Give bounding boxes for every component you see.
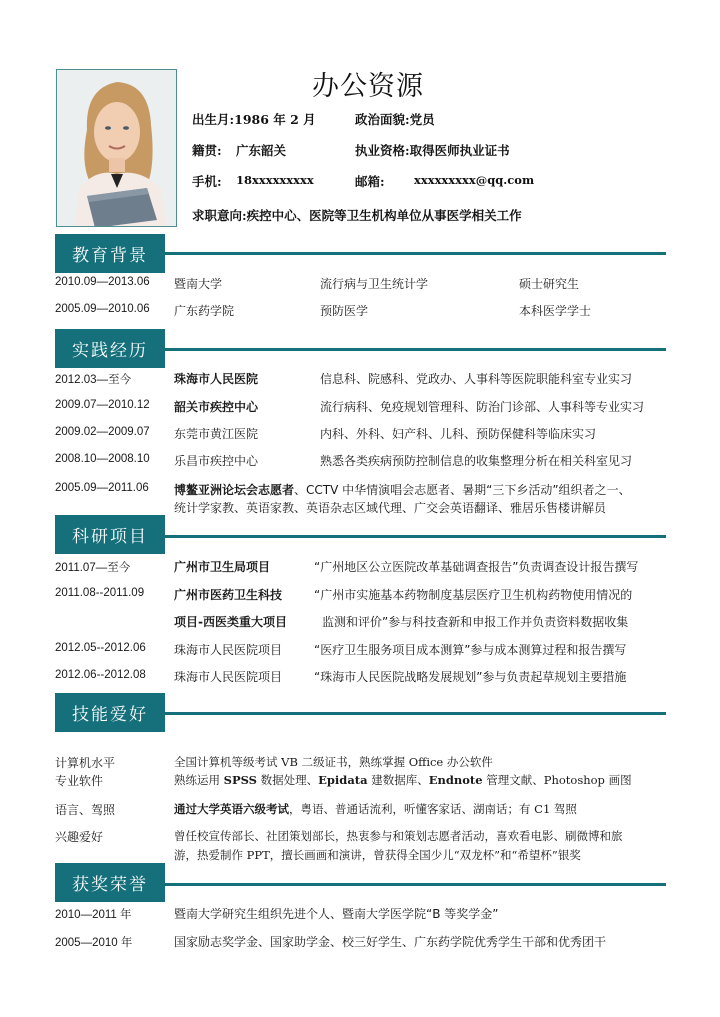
skill-text: 数据处理、 [256,773,319,787]
skill-label: 专业软件 [55,774,104,788]
practice-org: 乐昌市疾控中心 [174,454,259,468]
volunteer-line-2: 统计学家教、英语家教、英语杂志区域代理、广交会英语翻译、雅居乐售楼讲解员 [174,501,607,515]
section-title-skills: 技能爱好 [72,705,148,725]
practice-desc: 流行病科、免疫规划管理科、防治门诊部、人事科等专业实习 [320,400,645,414]
phone-value: 18xxxxxxxxx [236,173,314,187]
skill-text: 管理文献、Photoshop 画图 [482,773,632,787]
practice-date: 2009.02—2009.07 [55,426,150,438]
award-desc: 暨南大学研究生组织先进个人、暨南大学医学院“B 等奖学金” [174,907,499,921]
practice-desc: 内科、外科、妇产科、儿科、预防保健科等临床实习 [320,427,597,441]
section-title-education: 教育背景 [72,246,148,266]
research-date: 2011.07—至今 [55,562,131,574]
research-desc: “珠海市人民医院战略发展规划”参与负责起草规划主要措施 [314,670,627,684]
volunteer-rest: 、CCTV 中华情演唱会志愿者、暑期“三下乡活动”组织者之一、 [294,483,631,497]
section-divider-education [165,252,666,255]
research-org: 广州市卫生局项目 [174,560,271,574]
education-major: 预防医学 [320,304,369,318]
section-header-education [55,234,165,273]
section-header-skills [55,693,165,732]
volunteer-line-1 [174,481,631,498]
education-major: 流行病与卫生统计学 [320,277,429,291]
objective-value: 疾控中心、医院等卫生机构单位从事医学相关工作 [246,208,522,223]
resume-title: 办公资源 [312,71,424,102]
section-title-practice: 实践经历 [72,341,148,361]
skill-label: 计算机水平 [55,756,116,770]
email-value: xxxxxxxxx@qq.com [414,173,535,187]
research-org: 珠海市人民医院项目 [174,670,283,684]
research-date: 2012.05--2012.06 [55,642,146,654]
education-date: 2005.09—2010.06 [55,303,150,315]
section-header-research [55,515,165,554]
skill-label: 语言、驾照 [55,803,116,817]
practice-org: 东莞市黄江医院 [174,427,259,441]
research-org: 广州市医药卫生科技 [174,588,283,602]
education-school: 暨南大学 [174,277,223,291]
section-header-awards [55,863,165,902]
skill-software-spss: SPSS [223,773,257,787]
section-header-practice [55,329,165,368]
birth-label: 出生月: [192,112,235,127]
research-desc: “广州地区公立医院改革基础调查报告”负责调查设计报告撰写 [314,560,639,574]
practice-date: 2012.03—至今 [55,374,132,386]
objective-label: 求职意向: [192,208,247,223]
award-date: 2005—2010 年 [55,937,133,949]
practice-date: 2005.09—2011.06 [55,482,149,494]
skill-highlight: 通过大学英语六级考试 [174,802,289,816]
skill-text: ，粤语、普通话流利，听懂客家话、湖南话；有 C1 驾照 [289,802,577,816]
skill-value [174,801,577,817]
skill-label: 兴趣爱好 [55,830,104,844]
skill-value-line-2: 游，热爱制作 PPT，擅长画画和演讲，曾获得全国少儿“双龙杯”和“希望杯”银奖 [174,848,581,862]
hometown-value: 广东韶关 [236,143,287,158]
qualification-label: 执业资格: [355,143,410,158]
email-label: 邮箱: [355,174,385,189]
section-divider-awards [165,883,666,886]
education-date: 2010.09—2013.06 [55,276,150,288]
education-degree: 硕士研究生 [519,277,580,291]
research-desc: 监测和评价”参与科技查新和申报工作并负责资料数据收集 [322,615,629,629]
skill-text: 建数据库、 [367,773,429,787]
section-title-awards: 获奖荣誉 [72,875,148,895]
skill-value [174,772,632,788]
practice-desc: 信息科、院感科、党政办、人事科等医院职能科室专业实习 [320,372,633,386]
qualification-field [355,141,510,159]
skill-software-epidata: Epidata [318,773,368,787]
skill-text: 熟练运用 [174,773,224,787]
practice-date: 2008.10—2008.10 [55,453,150,465]
profile-photo [56,69,177,227]
skill-value-line-1: 曾任校宣传部长、社团策划部长，热衷参与和策划志愿者活动，喜欢看电影、刷微博和旅 [174,829,623,843]
research-date: 2011.08--2011.09 [55,587,145,599]
research-desc: “广州市实施基本药物制度基层医疗卫生机构药物使用情况的 [314,588,633,602]
section-divider-research [165,535,666,538]
birth-field [192,110,316,128]
skill-value: 全国计算机等级考试 VB 二级证书，熟练掌握 Office 办公软件 [174,755,493,769]
politics-value: 党员 [409,112,435,127]
research-org: 项目-西医类重大项目 [174,615,287,629]
volunteer-highlight: 博鳌亚洲论坛会志愿者 [174,483,295,497]
qualification-value: 取得医师执业证书 [409,143,510,158]
practice-org: 韶关市疾控中心 [174,400,259,414]
section-divider-practice [165,348,666,351]
practice-desc: 熟悉各类疾病预防控制信息的收集整理分析在相关科室见习 [320,454,633,468]
practice-date: 2009.07—2010.12 [55,399,150,411]
section-divider-skills [165,712,666,715]
award-date: 2010—2011 年 [55,909,132,921]
education-school: 广东药学院 [174,304,235,318]
phone-label: 手机: [192,174,222,189]
politics-field [355,110,435,128]
politics-label: 政治面貌: [355,112,410,127]
award-desc: 国家励志奖学金、国家助学金、校三好学生、广东药学院优秀学生干部和优秀团干 [174,935,607,949]
birth-value: 1986 年 2 月 [234,112,316,127]
education-degree: 本科医学学士 [519,304,592,318]
skill-software-endnote: Endnote [428,773,483,787]
portrait-icon [57,70,177,227]
practice-org: 珠海市人民医院 [174,372,259,386]
section-title-research: 科研项目 [72,527,148,547]
objective-field [192,206,522,224]
research-org: 珠海市人民医院项目 [174,643,283,657]
research-desc: “医疗卫生服务项目成本测算”参与成本测算过程和报告撰写 [314,643,627,657]
research-date: 2012.06--2012.08 [55,669,146,681]
hometown-label: 籍贯: [192,143,222,158]
